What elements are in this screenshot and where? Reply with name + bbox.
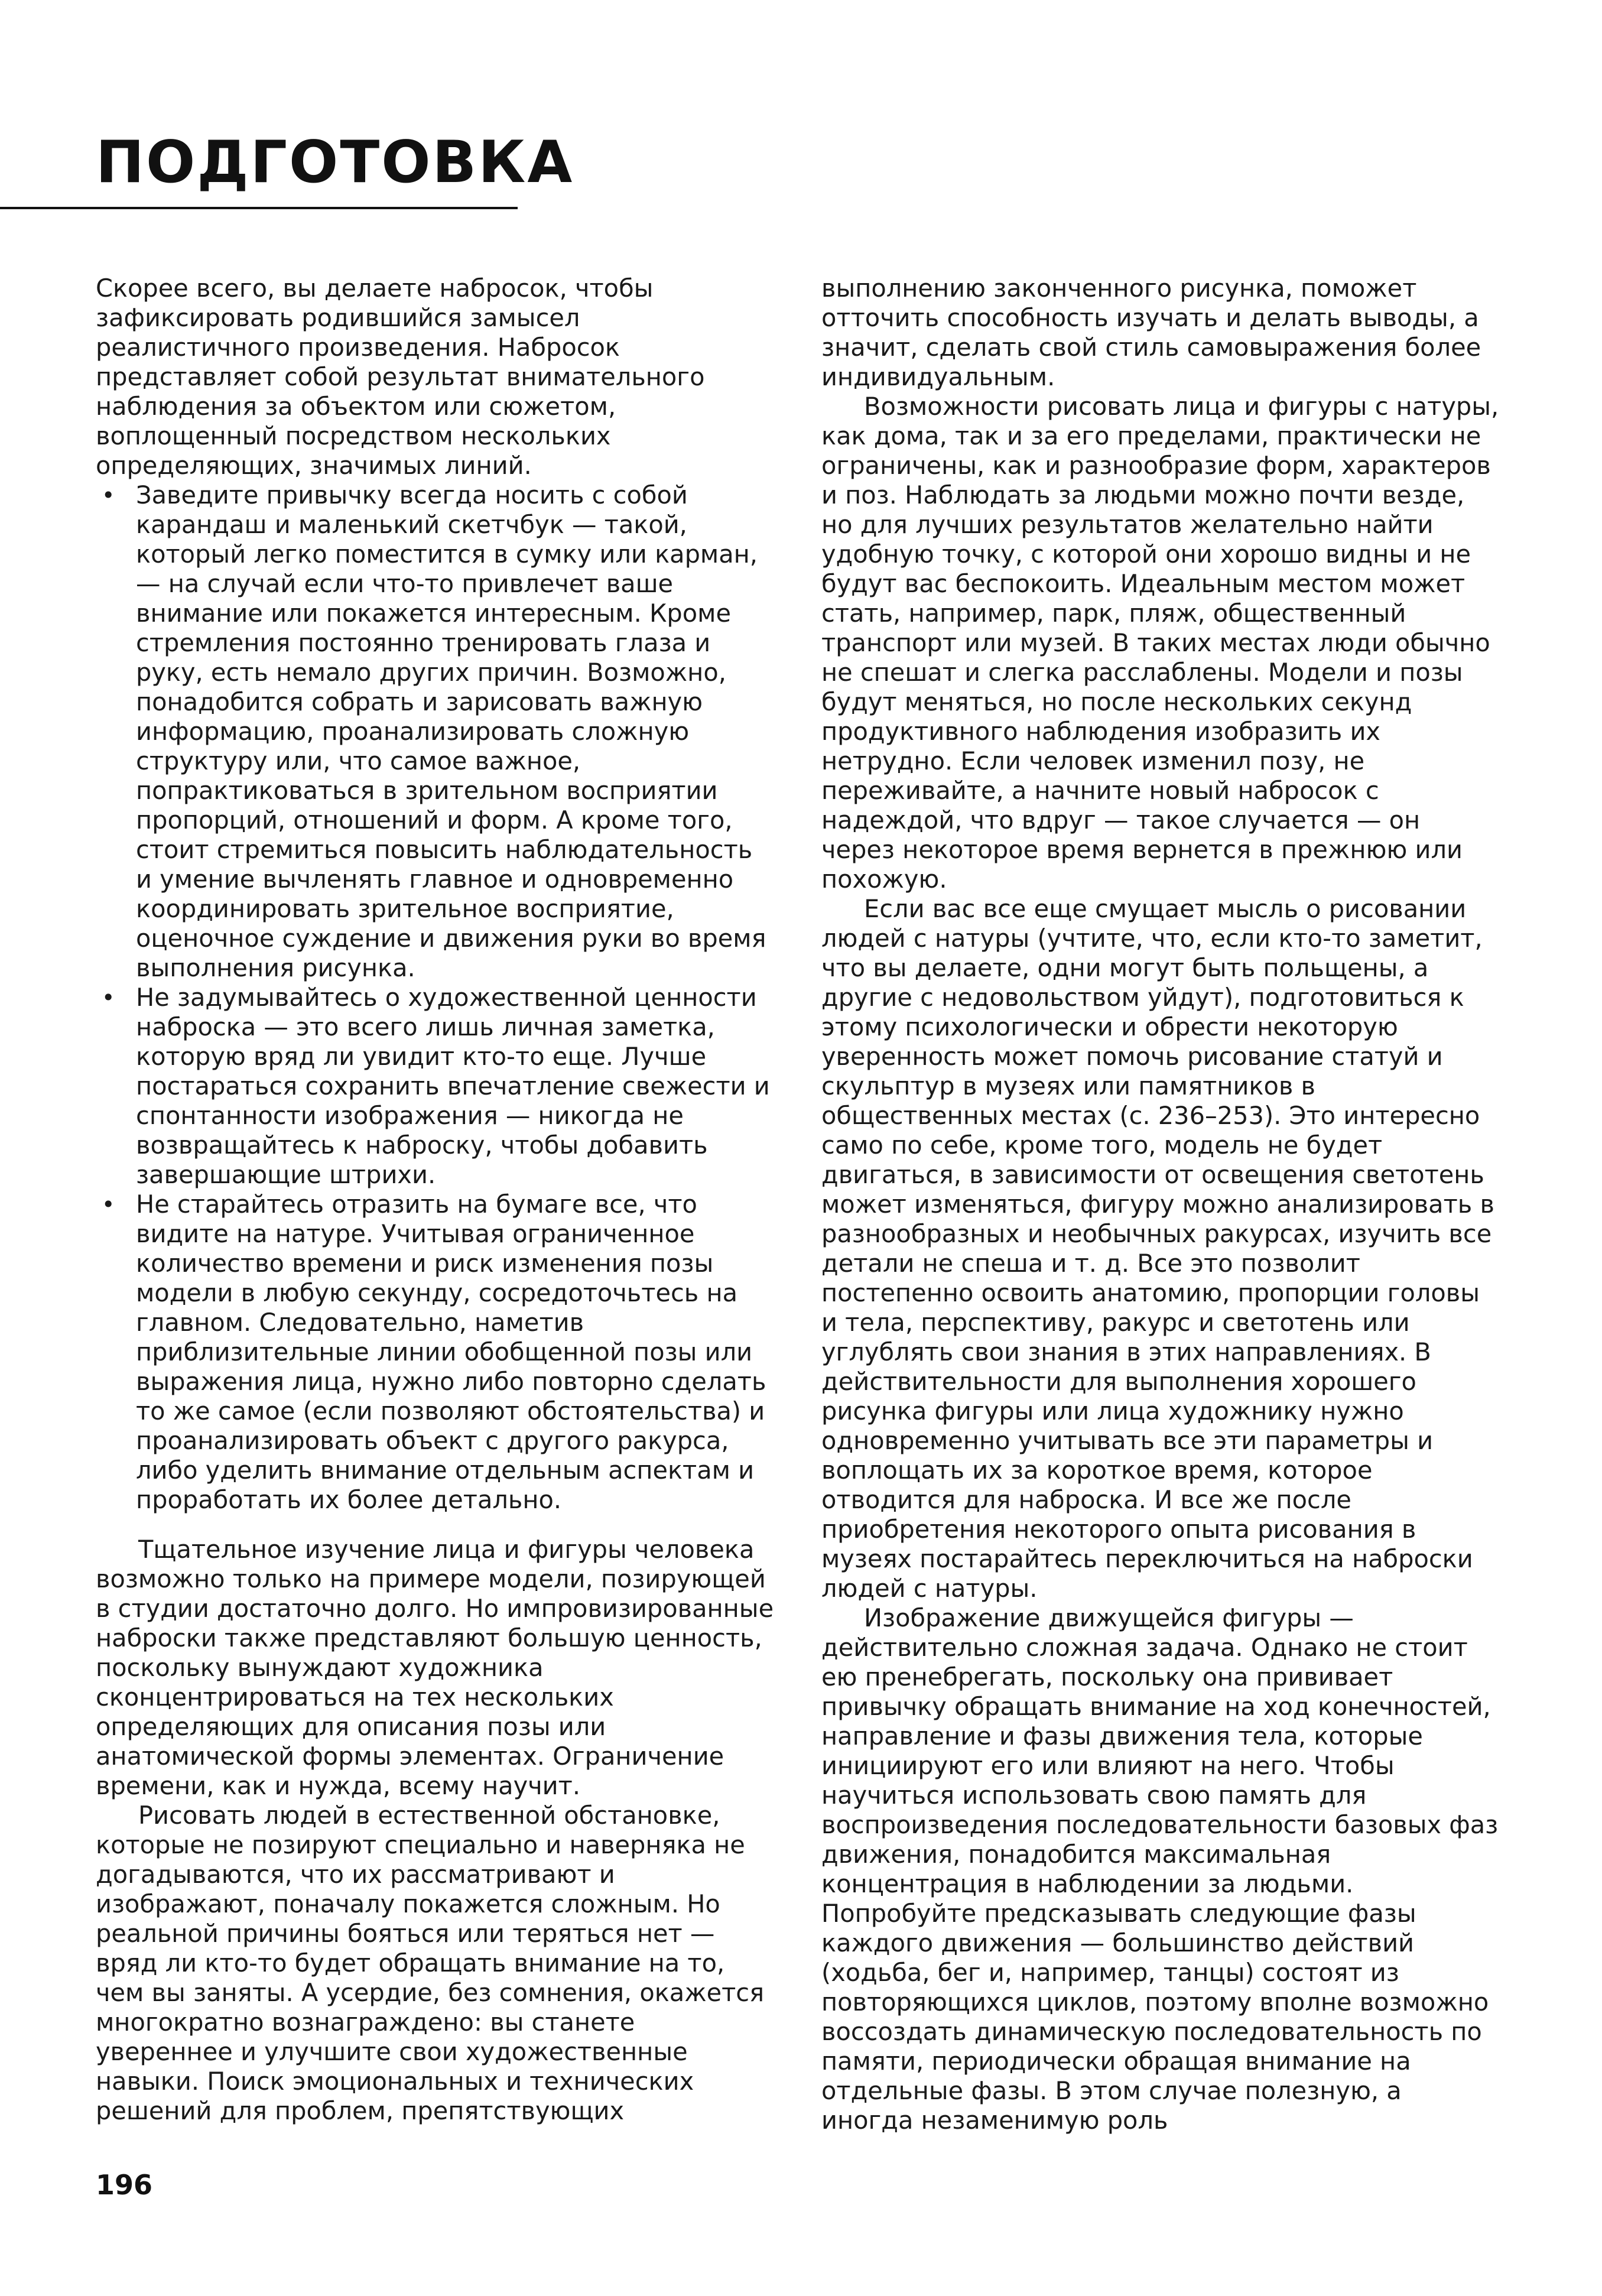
intro-paragraph: Скорее всего, вы делаете набросок, чтобы зафиксировать родившийся замысел реалистичного произведения. Набросок представляет собой результат внимательного наблюдения за объектом или сюжетом, воплощенный посредством нескольких определяющих, значимых линий.: [96, 274, 705, 480]
body-paragraph: Если вас все еще смущает мысль о рисовании людей с натуры (учтите, что, если кто-то заметит, что вы делаете, одни могут быть польщены, а другие с недовольством уйдут), подготовиться к этому психологически и обрести некоторую уверенность может помочь рисование статуй и скульптур в музеях или памятников в общественных местах (с. 236–253). Это интересно само по себе, кроме того, модель не будет двигаться, в зависимости от освещения светотень может изменяться, фигуру можно анализировать в разнообразных и необычных ракурсах, изучить все детали не спеша и т. д. Все это позволит постепенно освоить анатомию, пропорции головы и тела, перспективу, ракурс и светотень или углублять свои знания в этих направлениях. В действительности для выполнения хорошего рисунка фигуры или лица художнику нужно одновременно учитывать все эти параметры и воплощать их за короткое время, которое отводится для наброска. И все же после приобретения некоторого опыта рисования в музеях постарайтесь переключиться на наброски людей с натуры.: [821, 894, 1494, 1603]
continued-paragraph: выполнению законченного рисунка, поможет отточить способность изучать и делать выводы, а значит, сделать свой стиль самовыражения более индивидуальным.: [821, 274, 1481, 391]
bullet-icon: •: [102, 985, 115, 1011]
bullet-icon: •: [102, 482, 115, 508]
body-paragraph: Рисовать людей в естественной обстановке, которые не позируют специально и наверняка не догадываются, что их рассматривают и изображают, поначалу покажется сложным. Но реальной причины бояться или теряться нет — вряд ли кто-то будет обращать внимание на то, чем вы заняты. А усердие, без сомнения, окажется многократно вознаграждено: вы станете увереннее и улучшите свои художественные навыки. Поиск эмоциональных и технических решений для проблем, препятствующих: [96, 1801, 765, 2125]
left-column: [96, 274, 775, 2126]
page-title: ПОДГОТОВКА: [96, 129, 574, 196]
body-paragraph: Тщательное изучение лица и фигуры человека возможно только на примере модели, позирующей в студии достаточно долго. Но импровизированные наброски также представляют большую ценность, поскольку вынуждают художника сконцентрироваться на тех нескольких определяющих для описания позы или анатомической формы элементах. Ограничение времени, как и нужда, всему научит.: [96, 1535, 774, 1800]
page-number: 196: [96, 2169, 153, 2201]
body-paragraph: Изображение движущейся фигуры — действительно сложная задача. Однако не стоит ею пренебрегать, поскольку она прививает привычку обращать внимание на ход конечностей, направление и фазы движения тела, которые инициируют его или влияют на него. Чтобы научиться использовать свою память для воспроизведения последовательности базовых фаз движения, понадобится максимальная концентрация в наблюдении за людьми. Попробуйте предсказывать следующие фазы каждого движения — большинство действий (ходьба, бег и, например, танцы) состоят из повторяющихся циклов, поэтому вполне возможно воссоздать динамическую последовательность по памяти, периодически обращая внимание на отдельные фазы. В этом случае полезную, а иногда незаменимую роль: [821, 1603, 1499, 2135]
list-item-text: Заведите привычку всегда носить с собой карандаш и маленький скетчбук — такой, который легко поместится в сумку или карман, — на случай если что-то привлечет ваше внимание или покажется интересным. Кроме стремления постоянно тренировать глаза и руку, есть немало других причин. Возможно, понадобится собрать и зарисовать важную информацию, проанализировать сложную структуру или, что самое важное, попрактиковаться в зрительном восприятии пропорций, отношений и форм. А кроме того, стоит стремиться повысить наблюдательность и умение вычленять главное и одновременно координировать зрительное восприятие, оценочное суждение и движения руки во время выполнения рисунка.: [136, 480, 766, 982]
list-item-text: Не задумывайтесь о художественной ценности наброска — это всего лишь личная заметка, которую вряд ли увидит кто-то еще. Лучше постараться сохранить впечатление свежести и спонтанности изображения — никогда не возвращайтесь к наброску, чтобы добавить завершающие штрихи.: [136, 983, 770, 1189]
bullet-icon: •: [102, 1191, 115, 1217]
list-item: [96, 1190, 775, 1515]
list-item: [96, 983, 775, 1190]
right-column: [821, 274, 1501, 2135]
title-underline: [0, 207, 518, 209]
tips-list: [96, 480, 775, 1515]
list-item-text: Не старайтесь отразить на бумаге все, что видите на натуре. Учитывая ограниченное количество времени и риск изменения позы модели в любую секунду, сосредоточьтесь на главном. Следовательно, наметив приблизительные линии обобщенной позы или выражения лица, нужно либо повторно сделать то же самое (если позволяют обстоятельства) и проанализировать объект с другого ракурса, либо уделить внимание отдельным аспектам и проработать их более детально.: [136, 1190, 766, 1514]
body-paragraph: Возможности рисовать лица и фигуры с натуры, как дома, так и за его пределами, практически не ограничены, как и разнообразие форм, характеров и поз. Наблюдать за людьми можно почти везде, но для лучших результатов желательно найти удобную точку, с которой они хорошо видны и не будут вас беспокоить. Идеальным местом может стать, например, парк, пляж, общественный транспорт или музей. В таких местах люди обычно не спешат и слегка расслаблены. Модели и позы будут меняться, но после нескольких секунд продуктивного наблюдения изобразить их нетрудно. Если человек изменил позу, не переживайте, а начните новый набросок с надеждой, что вдруг — такое случается — он через некоторое время вернется в прежнюю или похожую.: [821, 392, 1499, 894]
list-item: [96, 480, 775, 983]
